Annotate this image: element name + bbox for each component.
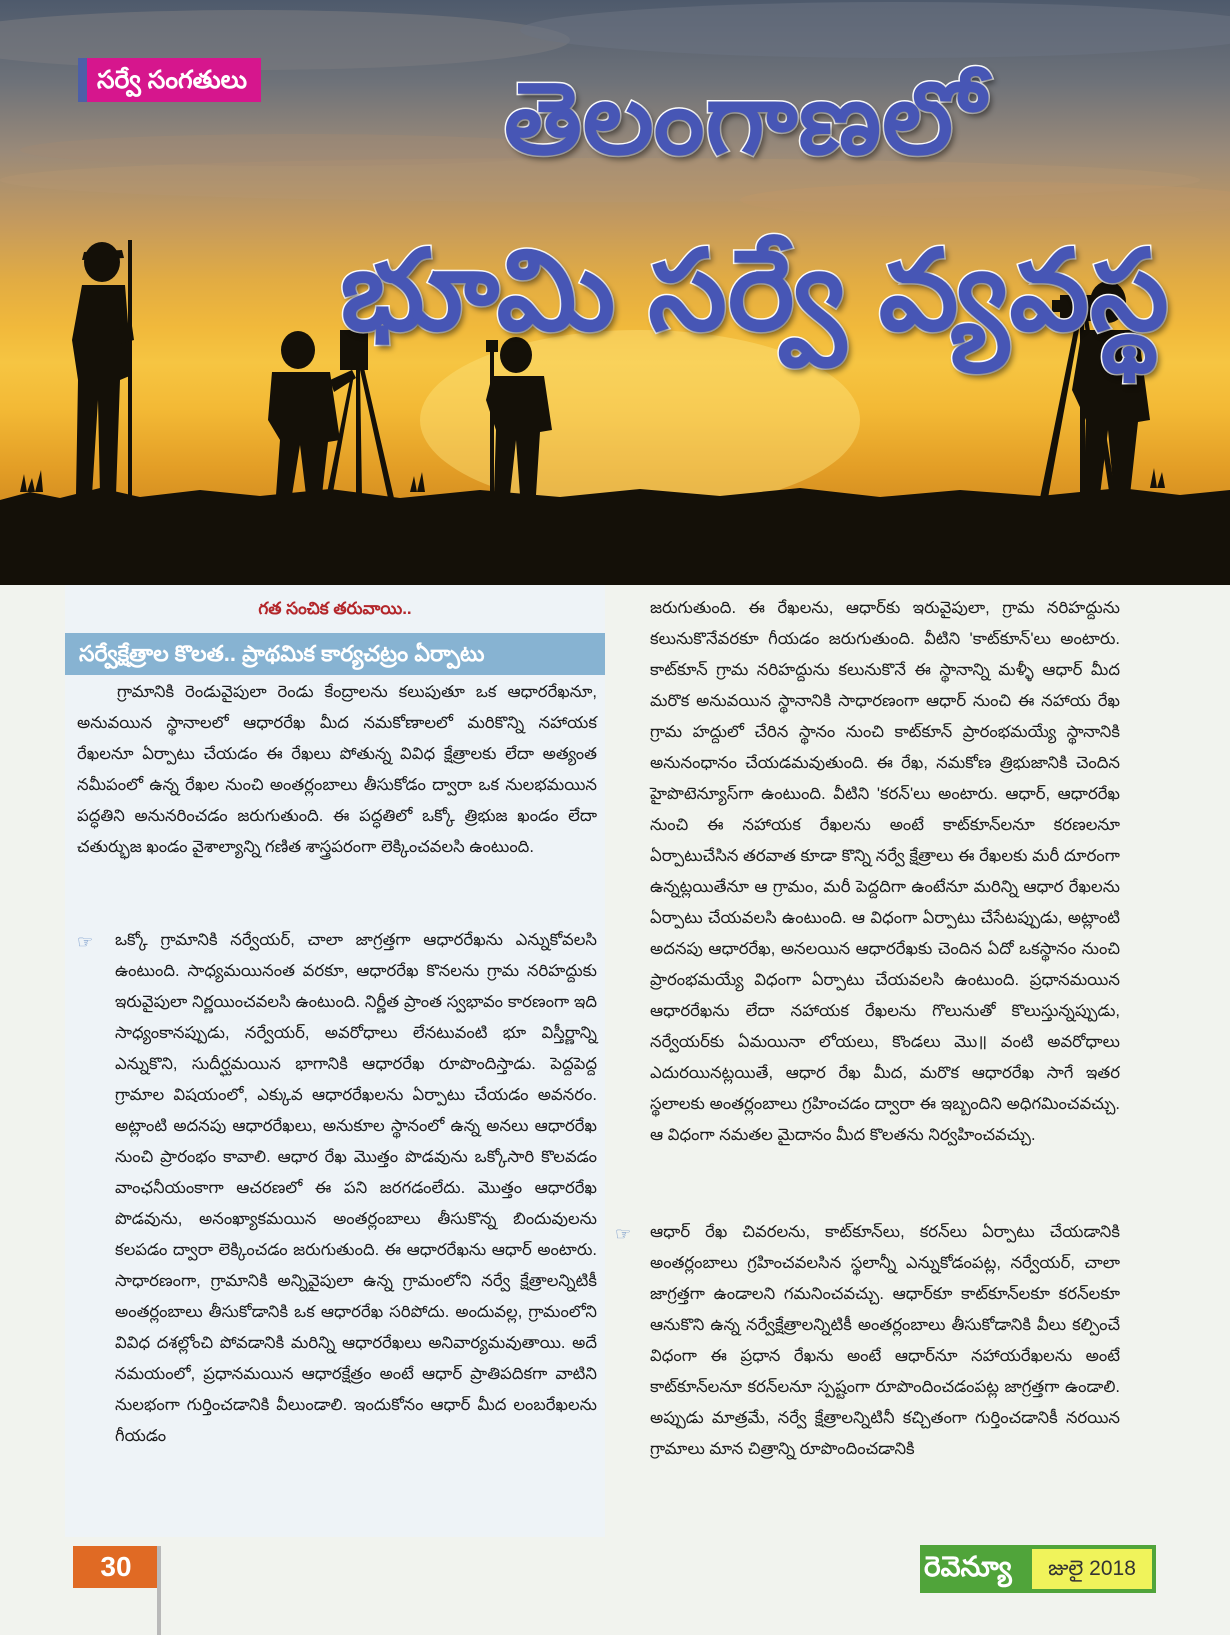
left-paragraph: గ్రామానికి రెండువైపులా రెండు కేంద్రాలను కలుపుతూ ఒక ఆధారరేఖనూ, అనువయిన స్థానాలలో ఆధారరేఖ మీద నమకోణాలలో మరికొన్ని నహాయక రేఖలనూ ఏర్పాటు చేయడం ఈ రేఖలు పోతున్న వివిధ క్షేత్రాలకు లేదా అత్యంత నమీపంలో ఉన్న రేఖల నుంచి అంతర్లంబాలు తీసుకోడం ద్వారా ఒక నులభమయిన పద్ధతిని అనునరించడం జరుగుతుంది. ఈ పద్ధతిలో ఒక్కో త్రిభుజ ఖండం లేదా చతుర్భుజ ఖండం వైశాల్యాన్ని గణిత శాస్త్రపరంగా లెక్కించవలసి ఉంటుంది. xyxy=(77,683,597,856)
left-bullet-text: ఒక్కో గ్రామానికి నర్వేయర్, చాలా జాగ్రత్తగా ఆధారరేఖను ఎన్నుకోవలసి ఉంటుంది. సాధ్యమయినంత వరకూ, ఆధారరేఖ కొనలను గ్రామ నరిహద్దుకు ఇరువైపులా నిర్ణయించవలసి ఉంటుంది. నిర్ణీత ప్రాంత స్వభావం కారణంగా ఇది సాధ్యంకానప్పుడు, నర్వేయర్, అవరోధాలు లేనటువంటి భూ విస్తీర్ణాన్ని ఎన్నుకొని, సుదీర్ఘమయిన భాగానికి ఆధారరేఖ రూపొందిస్తాడు. పెద్దపెద్ద గ్రామాల విషయంలో, ఎక్కువ ఆధారరేఖలను ఏర్పాటు చేయడం అవనరం. అట్లాంటి అదనపు ఆధారరేఖలు, అనుకూల స్థానంలో ఉన్న అనలు ఆధారరేఖ నుంచి ప్రారంభం కావాలి. ఆధార రేఖ మొత్తం పొడవును ఒక్కోసారి కొలవడం వాంఛనీయంకాగా ఆచరణలో ఈ పని జరగడంలేదు. మొత్తం ఆధారరేఖ పొడవును, అనంఖ్యాకమయిన అంతర్లంబాలు తీసుకొన్న బిందువులను కలపడం ద్వారా లెక్కించడం జరుగుతుంది. ఈ ఆధారరేఖను ఆధార్ అంటారు. సాధారణంగా, గ్రామానికి అన్నివైపులా ఉన్న గ్రామంలోని నర్వే క్షేత్రాలన్నిటికీ అంతర్లంబాలు తీసుకోడానికి ఒక ఆధారరేఖ సరిపోదు. అందువల్ల, గ్రామంలోని వివిధ దశల్లోంచి పోవడానికి మరిన్ని ఆధారరేఖలు అనివార్యమవుతాయి. అదే నమయంలో, ప్రధానమయిన ఆధారక్షేత్రం అంటే ఆధార్ ప్రాతిపదికగా వాటిని నులభంగా గుర్తించడానికి వీలుండాలి. ఇందుకోనం ఆధార్ మీద లంబరేఖలను గీయడం xyxy=(115,931,597,1445)
right-paragraph: జరుగుతుంది. ఈ రేఖలను, ఆధార్‌కు ఇరువైపులా, గ్రామ నరిహద్దును కలునుకొనేవరకూ గీయడం జరుగుతుంది. వీటిని 'కాట్‌కూన్'లు అంటారు. కాట్‌కూన్ గ్రామ నరిహద్దును కలునుకొనే ఈ స్థానాన్ని మళ్ళీ ఆధార్ మీద మరొక అనువయిన స్థానానికి సాధారణంగా ఆధార్ నుంచి ఈ నహాయ రేఖ గ్రామ హద్దులో చేరిన స్థానం నుంచి కాట్‌కూన్ ప్రారంభమయ్యే స్థానానికి అనునంధానం చేయడమవుతుంది. ఈ రేఖ, నమకోణ త్రిభుజానికి చెందిన హైపొటెన్యూస్‌గా ఉంటుంది. వీటిని 'కరన్'లు అంటారు. ఆధార్, ఆధారరేఖ నుంచి ఈ నహాయక రేఖలను అంటే కాట్‌కూన్‌లనూ కరణలనూ ఏర్పాటుచేసిన తరవాత కూడా కొన్ని నర్వే క్షేత్రాలు ఈ రేఖలకు మరీ దూరంగా ఉన్నట్లయితేనూ ఆ గ్రామం, మరీ పెద్దదిగా ఉంటేనూ మరిన్ని ఆధార రేఖలను ఏర్పాటు చేయవలసి ఉంటుంది. ఆ విధంగా ఏర్పాటు చేసేటప్పుడు, అట్లాంటి అదనపు ఆధారరేఖ, అనలయిన ఆధారరేఖకు చెందిన ఏదో ఒకస్థానం నుంచి ప్రారంభమయ్యే విధంగా ఏర్పాటు చేయవలసి ఉంటుంది. ప్రధానమయిన ఆధారరేఖను లేదా నహాయక రేఖలను గొలునుతో కొలుస్తున్నప్పుడు, నర్వేయర్‌కు ఏమయినా లోయలు, కొండలు మొ॥ వంటి అవరోధాలు ఎదురయినట్లయితే, ఆధార రేఖ మీద, మరొక ఆధారరేఖ సాగే ఇతర స్థలాలకు అంతర్లంబాలు గ్రహించడం ద్వారా ఈ ఇబ్బందిని అధిగమించవచ్చు. ఆ విధంగా నమతల మైదానం మీద కొలతను నిర్వహించవచ్చు. xyxy=(650,599,1120,1144)
article-body xyxy=(65,585,1125,1537)
left-column xyxy=(65,585,605,1537)
left-bullet xyxy=(77,925,597,1452)
section-heading: సర్వేక్షేత్రాల కొలత.. ప్రాథమిక కార్యచట్రం ఏర్పాటు xyxy=(65,633,605,675)
right-bullet-text: ఆధార్ రేఖ చివరలను, కాట్‌కూన్‌లు, కరన్‌లు ఏర్పాటు చేయడానికి అంతర్లంబాలు గ్రహించవలసిన స్థలాన్నీ ఎన్నుకోడంపట్ల, నర్వేయర్, చాలా జాగ్రత్తగా ఉండాలని గమనించవచ్చు. ఆధార్‌కూ కాట్‌కూన్‌లకూ కరన్‌లకూ ఆనుకొని ఉన్న నర్వేక్షేత్రాలన్నిటికీ అంతర్లంబాలు తీసుకోడానికి వీలు కల్పించే విధంగా ఈ ప్రధాన రేఖను అంటే ఆధార్‌నూ నహాయరేఖలను అంటే కాట్‌కూన్‌లనూ కరన్‌లనూ స్పష్టంగా రూపొందించడంపట్ల జాగ్రత్తగా ఉండాలి. అప్పుడు మాత్రమే, నర్వే క్షేత్రాలన్నిటినీ కచ్చితంగా గుర్తించడానికీ నరయిన గ్రామాలు మాన చిత్రాన్ని రూపొందించడానికి xyxy=(650,1223,1120,1458)
footer-divider xyxy=(157,1546,161,1635)
category-tag: సర్వే సంగతులు xyxy=(78,58,261,102)
pointing-hand-icon: ☞ xyxy=(615,1224,632,1244)
hero-banner xyxy=(0,0,1230,585)
right-bullet xyxy=(615,1217,1120,1465)
page-title-line-1: తెలంగాణలో xyxy=(504,63,986,175)
pointing-hand-icon: ☞ xyxy=(77,932,94,952)
page-title-line-2: భూమి సర్వే వ్యవస్థ xyxy=(340,228,1170,353)
magazine-name: రెవెన్యూ xyxy=(924,1551,1012,1582)
right-column xyxy=(615,585,1125,1537)
issue-date: జులై 2018 xyxy=(1032,1549,1152,1589)
continued-note: గత సంచిక తరువాయి.. xyxy=(258,599,412,618)
page-number: 30 xyxy=(73,1546,159,1588)
